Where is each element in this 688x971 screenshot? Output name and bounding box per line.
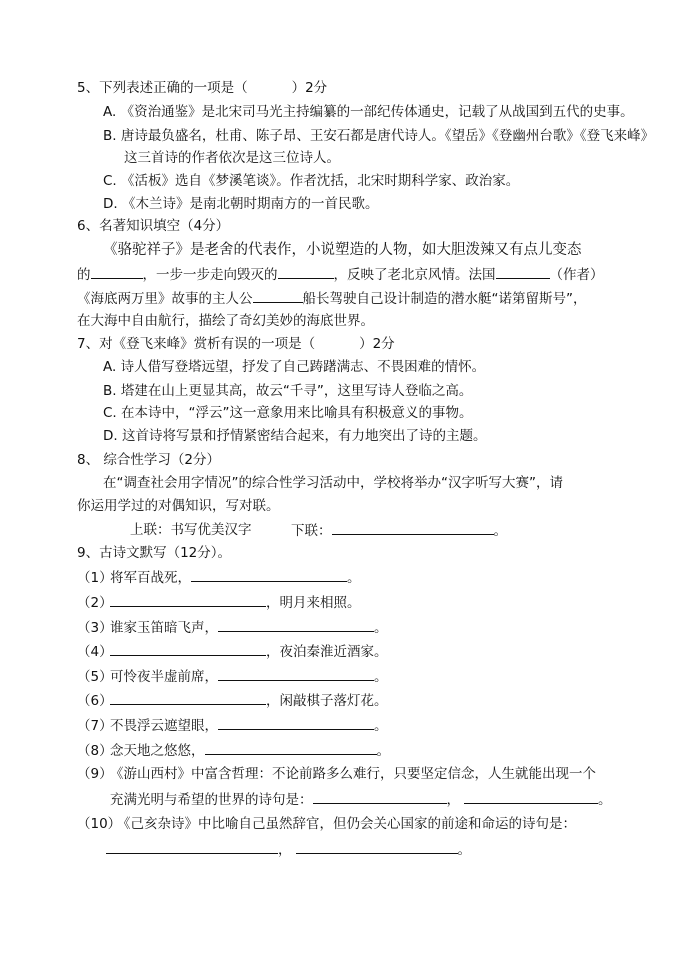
q5-option-d: D. 《木兰诗》是南北朝时期南方的一首民歌。 [103,196,379,212]
q6-line3: 《海底两万里》故事的主人公 船长驾驶自己设计制造的潜水艇“诺第留斯号”， [77,288,587,308]
q9-item-8: （8）念天地之悠悠， 。 [77,740,390,760]
q6-line1: 《骆驼祥子》是老舍的代表作，小说塑造的人物，如大胆泼辣又有点儿变态 [103,242,582,258]
q9-blank-1[interactable] [191,567,347,582]
q9-blank-10b[interactable] [296,839,458,854]
q8-line1: 在“调查社会用字情况”的综合性学习活动中，学校将举办“汉字听写大赛”，请 [103,475,563,491]
q6-blank-2[interactable] [278,264,334,279]
q8-couplet-lower: 下联： 。 [291,520,507,540]
q8-title: 8、 综合性学习（2分） [77,452,220,468]
q9-item-1: （1）将军百战死， 。 [77,567,361,587]
q7-option-d: D. 这首诗将写景和抒情紧密结合起来，有力地突出了诗的主题。 [103,428,487,444]
q6-line2: 的 ，一步一步走向毁灭的 ，反映了老北京风情。法国 （作者） [77,264,604,284]
q5-option-c: C. 《活板》选自《梦溪笔谈》。作者沈括，北宋时期科学家、政治家。 [103,173,520,189]
q7-option-a: A. 诗人借写登塔远望，抒发了自己踌躇满志、不畏困难的情怀。 [103,359,486,375]
q9-blank-4[interactable] [110,641,266,656]
q5-stem: 5、下列表述正确的一项是（ ）2分 [77,80,328,96]
q7-option-c: C. 在本诗中，“浮云”这一意象用来比喻具有积极意义的事物。 [103,405,473,421]
q9-item-10: （10）《己亥杂诗》中比喻自己虽然辞官，但仍会关心国家的前途和命运的诗句是： [77,816,576,832]
q9-item-6: （6） ，闲敲棋子落灯花。 [77,690,388,710]
q7-stem: 7、对《登飞来峰》赏析有误的一项是（ ）2分 [77,336,395,352]
q9-item-9: （9）《游山西村》中富含哲理：不论前路多么难行，只要坚定信念，人生就能出现一个 [77,766,596,782]
q8-line2: 你运用学过的对偶知识，写对联。 [77,498,280,514]
q5-option-b: B. 唐诗最负盛名，杜甫、陈子昂、王安石都是唐代诗人。《望岳》《登幽州台歌》《登飞来峰》 [103,128,655,144]
q9-blank-7[interactable] [218,715,374,730]
q9-item-2: （2） ，明月来相照。 [77,592,361,612]
q7-option-b: B. 塔建在山上更显其高，故云“千寻”，这里写诗人登临之高。 [103,383,473,399]
q6-blank-1[interactable] [91,264,143,279]
q9-blank-9a[interactable] [313,789,447,804]
q9-blank-9b[interactable] [464,789,598,804]
q9-blank-3[interactable] [218,617,374,632]
q5-option-b-cont: 这三首诗的作者依次是这三位诗人。 [124,150,340,166]
q9-blank-10a[interactable] [106,839,278,854]
q6-title: 6、名著知识填空（4分） [77,218,230,234]
q6-blank-3[interactable] [496,264,550,279]
q9-item-3: （3）谁家玉笛暗飞声， 。 [77,617,388,637]
q9-blank-6[interactable] [110,690,266,705]
q9-item-7: （7）不畏浮云遮望眼， 。 [77,715,388,735]
q6-line4: 在大海中自由航行，描绘了奇幻美妙的海底世界。 [77,313,374,329]
q9-item-4: （4） ，夜泊秦淮近酒家。 [77,641,388,661]
q9-item-5: （5）可怜夜半虚前席， 。 [77,666,388,686]
q5-option-a: A. 《资治通鉴》是北宋司马光主持编纂的一部纪传体通史，记载了从战国到五代的史事。 [103,104,634,120]
q9-blank-8[interactable] [205,740,377,755]
q8-lower-blank[interactable] [332,520,494,535]
q9-blank-2[interactable] [110,592,266,607]
q9-item-10-cont: ， 。 [106,839,471,859]
q6-blank-4[interactable] [253,288,303,303]
q9-blank-5[interactable] [218,666,374,681]
q8-couplet-upper: 上联：书写优美汉字 [130,522,252,538]
q9-title: 9、古诗文默写（12分）。 [77,545,232,561]
q9-item-9-cont: 充满光明与希望的世界的诗句是： ， 。 [110,789,612,809]
